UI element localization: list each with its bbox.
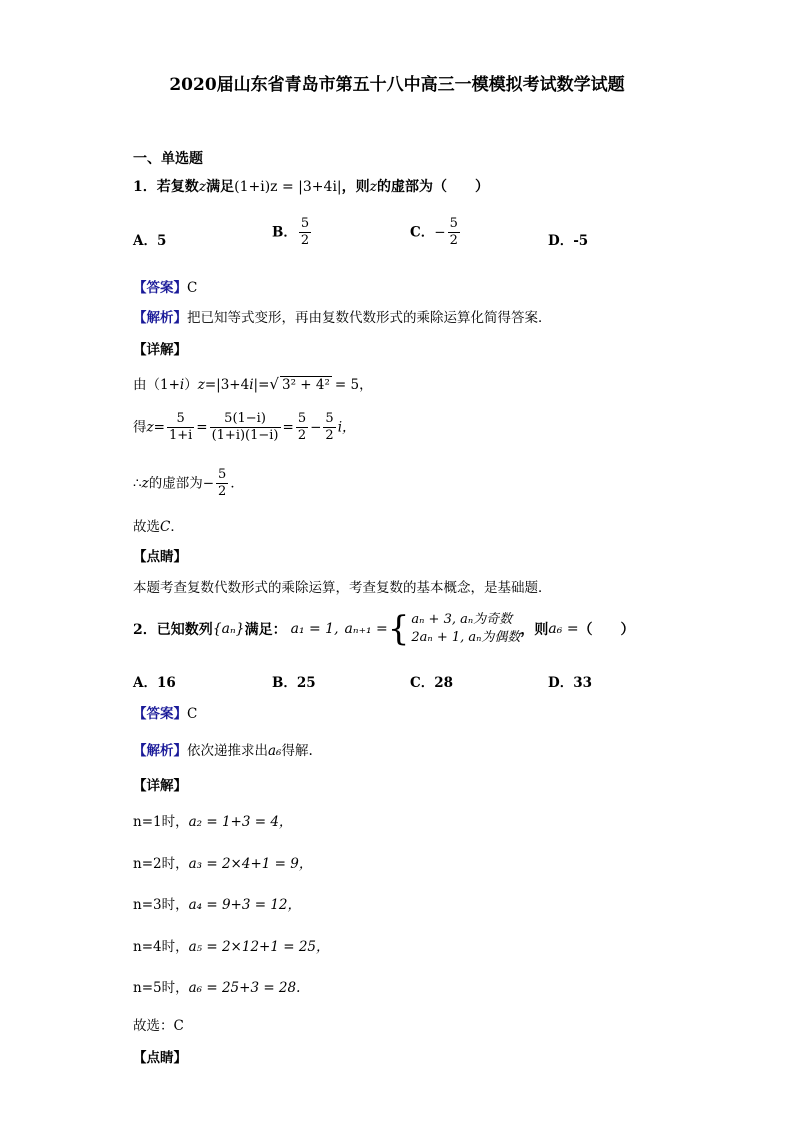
answer-tag: 【答案】	[133, 706, 187, 722]
solution-step: n=4时，a₅ = 2×12+1 = 25，	[133, 939, 330, 955]
solution-step: n=3时，a₄ = 9+3 = 12，	[133, 897, 302, 913]
section-heading: 一、单选题	[133, 151, 203, 167]
option-b: B． $\frac{5}{2}$	[272, 216, 310, 248]
solution-step-3: ∴z的虚部为− $\frac{5}{2}$ ．	[133, 467, 244, 499]
solution-step-1: 由（1+i）z=|3+4i|=√ 3² + 4² = 5，	[133, 375, 373, 393]
option-b: B．25	[272, 675, 316, 691]
question-equation: (1+i)z = |3+4i|	[234, 179, 342, 195]
choose-line: 故选：C	[133, 1018, 184, 1034]
analysis-text: 把已知等式变形，再由复数代数形式的乘除运算化简得答案．	[187, 310, 552, 326]
question-2-stem: 2． 已知数列 {aₙ} 满足： a₁ = 1, aₙ₊₁ = { aₙ + 3, aₙ为奇数 2aₙ + 1, aₙ为偶数 ，则 a₆ = （ ）	[133, 609, 635, 650]
answer-line	[133, 702, 197, 722]
choose-line: 故选C．	[133, 519, 184, 535]
option-a: A．5	[133, 233, 167, 249]
comment-tag: 【点睛】	[133, 549, 187, 565]
option-a: A．16	[133, 675, 176, 691]
option-c: C．− $\frac{5}{2}$	[410, 216, 458, 248]
analysis-tag: 【解析】	[133, 310, 187, 326]
option-d: D．-5	[548, 233, 589, 249]
page-title: 2020届山东省青岛市第五十八中高三一模模拟考试数学试题	[169, 75, 625, 95]
question-1-stem: 1．若复数z满足(1+i)z = |3+4i|，则z的虚部为（ ）	[133, 179, 490, 195]
question-number: 1．	[133, 179, 157, 195]
answer-line	[133, 276, 197, 296]
solution-step: n=1时，a₂ = 1+3 = 4，	[133, 814, 293, 830]
answer-tag: 【答案】	[133, 280, 187, 296]
option-d: D．33	[548, 675, 592, 691]
analysis-line	[133, 306, 552, 326]
comment-text: 本题考查复数代数形式的乘除运算，考查复数的基本概念，是基础题．	[133, 580, 552, 596]
analysis-tag: 【解析】	[133, 743, 187, 759]
answer-value: C	[187, 280, 198, 296]
detail-tag: 【详解】	[133, 342, 187, 358]
answer-value: C	[187, 706, 198, 722]
solution-step: n=5时，a₆ = 25+3 = 28.	[133, 980, 301, 996]
comment-tag: 【点睛】	[133, 1050, 187, 1066]
solution-step-2: 得z= $\frac{5}{1+i}$ = $\frac{5(1-i)}{(1+i)(1-i)}$ = $\frac{5}{2}$ − $\frac{5}{2}$ i，	[133, 411, 356, 443]
option-c: C．28	[410, 675, 454, 691]
detail-tag: 【详解】	[133, 778, 187, 794]
question-number: 2．	[133, 622, 157, 639]
solution-step: n=2时，a₃ = 2×4+1 = 9，	[133, 856, 313, 872]
analysis-line: 【解析】依次递推求出a₆得解.	[133, 743, 313, 759]
